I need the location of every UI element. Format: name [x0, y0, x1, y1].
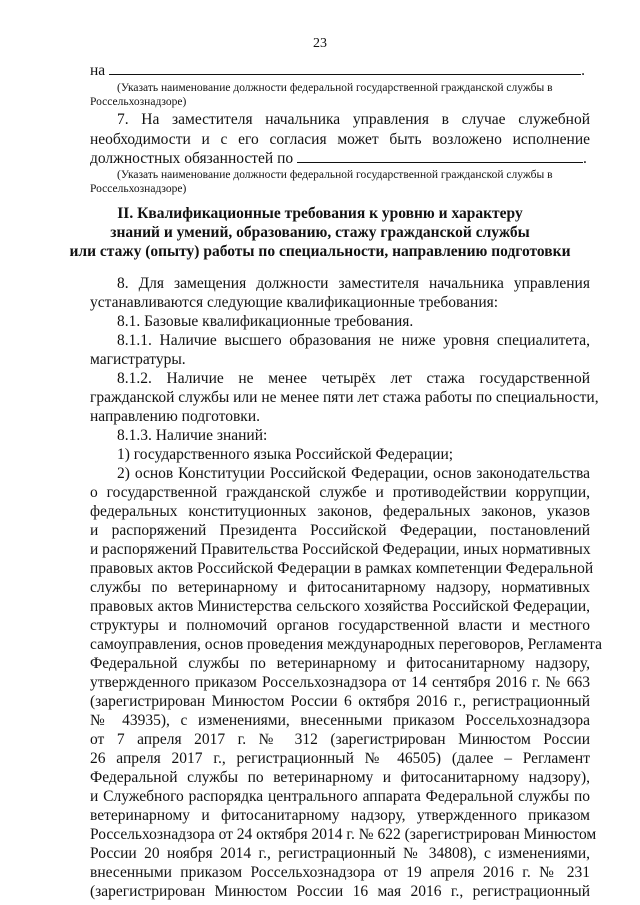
paragraph-line: магистратуры.	[90, 351, 186, 368]
paragraph-line: и Служебного распорядка центрального аппарата Федеральной службы по	[90, 788, 590, 805]
footnote-line: Россельхознадзоре)	[90, 183, 187, 195]
paragraph-line: 8.1. Базовые квалификационные требования.	[117, 313, 414, 330]
page-number: 23	[313, 36, 327, 51]
section-heading-line: или стажу (опыту) работы по специальности, направлению подготовки	[69, 243, 571, 260]
paragraph-line: 8.1.2. Наличие не менее четырёх лет стажа государственной	[117, 370, 590, 387]
paragraph-line: 26 апреля 2017 г., регистрационный № 46505) (далее – Регламент	[90, 750, 590, 767]
paragraph-line: устанавливаются следующие квалификационные требования:	[90, 294, 499, 311]
paragraph-line: о государственной гражданской службе и противодействии коррупции,	[90, 484, 590, 501]
paragraph-line: 7. На заместителя начальника управления в случае служебной	[117, 111, 590, 128]
section-heading-line: II. Квалификационные требования к уровню и характеру	[117, 205, 523, 222]
paragraph-line: правовых актов Российской Федерации в рамках компетенции Федеральной	[90, 560, 594, 577]
section-heading-line: знаний и умений, образованию, стажу гражданской службы	[110, 224, 530, 241]
top-field-line	[90, 62, 585, 80]
footnote-line: Россельхознадзоре)	[90, 96, 187, 108]
blank-field-line	[297, 150, 583, 163]
paragraph-line: 1) государственного языка Российской Федерации;	[117, 446, 454, 463]
paragraph-line: России 20 ноября 2014 г., регистрационный № 34808), с изменениями,	[90, 845, 590, 862]
top-field-prefix: на	[90, 62, 106, 79]
paragraph-line: № 43935), с изменениями, внесенными приказом Россельхознадзора	[90, 712, 590, 729]
paragraph-line: федеральных конституционных законов, федеральных законов, указов	[90, 503, 590, 520]
paragraph-line: внесенными приказом Россельхознадзора от 19 апреля 2016 г. № 231	[90, 864, 590, 881]
paragraph-line: ветеринарному и фитосанитарному надзору, утвержденного приказом	[90, 807, 590, 824]
paragraph-line: структуры и полномочий органов государственной власти и местного	[90, 617, 590, 634]
paragraph-line: (зарегистрирован Минюстом России 16 мая 2016 г., регистрационный	[90, 883, 590, 900]
top-field-suffix: .	[581, 62, 585, 79]
paragraph-line: (зарегистрирован Минюстом России 6 октября 2016 г., регистрационный	[90, 693, 590, 710]
paragraph-line: гражданской службы или не менее пяти лет стажа работы по специальности,	[90, 389, 599, 406]
paragraph-line: Россельхознадзора от 24 октября 2014 г. № 622 (зарегистрирован Минюстом	[90, 826, 597, 843]
paragraph-line: утвержденного приказом Россельхознадзора от 14 сентября 2016 г. № 663	[90, 674, 590, 691]
item-7-suffix: .	[583, 150, 587, 167]
paragraph-line: направлению подготовки.	[90, 408, 261, 425]
paragraph-line: необходимости и с его согласия может быть возложено исполнение	[90, 131, 590, 148]
paragraph-line: Федеральной службы по ветеринарному и фитосанитарному надзору),	[90, 769, 590, 786]
paragraph-line: 8.1.3. Наличие знаний:	[117, 427, 268, 444]
blank-field-line	[109, 62, 581, 75]
paragraph-line: правовых актов Министерства сельского хозяйства Российской Федерации,	[90, 598, 590, 615]
paragraph-line: от 7 апреля 2017 г. № 312 (зарегистрирован Минюстом России	[90, 731, 590, 748]
footnote-line: (Указать наименование должности федеральной государственной гражданской службы в	[117, 169, 553, 181]
paragraph-line: и распоряжений Правительства Российской Федерации, иных нормативных	[90, 541, 591, 558]
footnote-line: (Указать наименование должности федеральной государственной гражданской службы в	[117, 82, 553, 94]
paragraph-line	[90, 150, 587, 168]
paragraph-text: должностных обязанностей по	[90, 150, 294, 167]
paragraph-line: и распоряжений Президента Российской Федерации, постановлений	[90, 522, 590, 539]
paragraph-line: службы по ветеринарному и фитосанитарному надзору, нормативных	[90, 579, 590, 596]
paragraph-line: самоуправления, основ проведения международных переговоров, Регламента	[90, 636, 602, 653]
paragraph-line: Федеральной службы по ветеринарному и фитосанитарному надзору,	[90, 655, 590, 672]
paragraph-line: 2) основ Конституции Российской Федерации, основ законодательства	[117, 465, 590, 482]
paragraph-line: 8. Для замещения должности заместителя начальника управления	[117, 275, 590, 292]
paragraph-line: 8.1.1. Наличие высшего образования не ниже уровня специалитета,	[117, 332, 590, 349]
